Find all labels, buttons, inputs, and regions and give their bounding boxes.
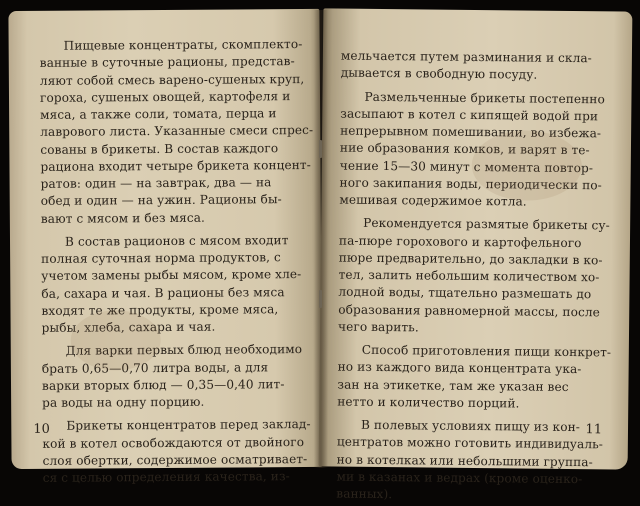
text-line: лаврового листа. Указанные смеси спрес- — [40, 123, 314, 140]
text-line: кой в котел освобождаются от двойного — [42, 434, 305, 451]
text-line: рыбы, хлеба, сахара и чая. — [41, 319, 216, 335]
paragraph — [336, 417, 613, 506]
text-line: па-пюре горохового и картофельного — [338, 233, 582, 250]
text-line: образования равномерной массы, после — [338, 302, 601, 319]
text-line: нетто и количество порций. — [337, 394, 520, 411]
text-line: Рекомендуется размятые брикеты су- — [363, 216, 610, 233]
text-line: но в котелках или небольшими группа- — [336, 452, 593, 469]
text-line: ляют собой смесь варено-сушеных круп, — [39, 71, 305, 88]
text-line: мельчается путем разминания и скла- — [340, 48, 592, 66]
text-line: ратов: один — на завтрак, два — на — [40, 175, 272, 191]
text-line: лодной воды, тщательно размешать до — [338, 284, 592, 302]
text-line: ние образования комков, и варят в те- — [339, 140, 590, 158]
text-line: гороха, сушеных овощей, картофеля и — [39, 88, 291, 105]
text-line: тел, залить небольшим количеством хо- — [338, 267, 600, 285]
text-line: рациона входит четыре брикета концент- — [40, 157, 311, 174]
text-line: Брикеты концентратов перед заклад- — [66, 417, 311, 433]
text-line: полная суточная норма продуктов, с — [41, 250, 281, 266]
text-line: ванные в суточные рационы, представ- — [39, 54, 295, 71]
staple — [319, 290, 322, 308]
paragraph — [42, 416, 310, 487]
paragraph — [341, 48, 617, 85]
text-line: учетом замены рыбы мясом, кроме хле- — [41, 267, 302, 284]
text-line: чего варить. — [338, 319, 419, 335]
booklet-spread — [10, 10, 630, 502]
left-page — [8, 9, 322, 485]
text-line: Способ приготовления пищи конкрет- — [361, 342, 612, 360]
paragraph — [337, 342, 614, 414]
text-line: слоя обертки, содержимое осматривает- — [42, 451, 308, 468]
text-line: дывается в свободную посуду. — [340, 65, 538, 82]
text-line: мяса, а также соли, томата, перца и — [40, 106, 277, 122]
text-line: варки вторых блюд — 0,35—0,40 лит- — [41, 376, 285, 393]
text-line: Размельченные брикеты постепенно — [364, 89, 605, 106]
text-line: пюре предварительно, до закладки в ко- — [338, 250, 603, 268]
text-line: Пищевые концентраты, скомплекто- — [63, 37, 303, 53]
text-line: Для варки первых блюд необходимо — [65, 342, 303, 358]
staple — [319, 140, 322, 158]
left-page-text — [40, 36, 319, 487]
text-line: засыпают в котел с кипящей водой при — [340, 106, 599, 124]
spine-fold — [314, 10, 328, 468]
paper-stain — [70, 310, 160, 371]
text-line: ся с целью определения качества, из- — [42, 469, 290, 485]
right-page — [319, 8, 633, 502]
text-line: мешивая содержимое котла. — [339, 192, 527, 209]
text-line: но из каждого вида концентрата ука- — [337, 359, 582, 377]
text-line: центратов можно готовить индивидуаль- — [336, 434, 604, 452]
text-line: сованы в брикеты. В состав каждого — [40, 140, 279, 157]
text-line: ного закипания воды, периодически по- — [339, 175, 602, 193]
text-line: ми в казанах и ведрах (кроме оценко- — [336, 469, 583, 486]
paragraph — [39, 36, 314, 228]
text-line: брать 0,65—0,70 литра воды, а для — [41, 359, 269, 376]
page-number-right: 11 — [585, 422, 603, 438]
page-number-left: 10 — [33, 421, 50, 437]
text-line: непрерывном помешивании, во избежа- — [340, 123, 602, 141]
right-page-text — [336, 48, 618, 506]
text-line: обед и один — на ужин. Рационы бы- — [40, 192, 282, 209]
paper-stain — [471, 130, 582, 201]
text-line: чение 15—30 минут с момента повтор- — [339, 158, 594, 175]
text-line: входят те же продукты, кроме мяса, — [41, 301, 279, 318]
paragraph — [338, 215, 615, 339]
text-line: ванных). — [336, 486, 393, 502]
text-line: зан на этикетке, там же указан вес — [337, 377, 569, 394]
text-line: ба, сахара и чая. В рационы без мяса — [41, 284, 285, 301]
text-line: ра воды на одну порцию. — [42, 394, 205, 410]
text-line: В полевых условиях пищу из кон- — [360, 417, 581, 435]
text-line: В состав рационов с мясом входит — [64, 232, 289, 249]
text-line: вают с мясом и без мяса. — [40, 210, 205, 226]
